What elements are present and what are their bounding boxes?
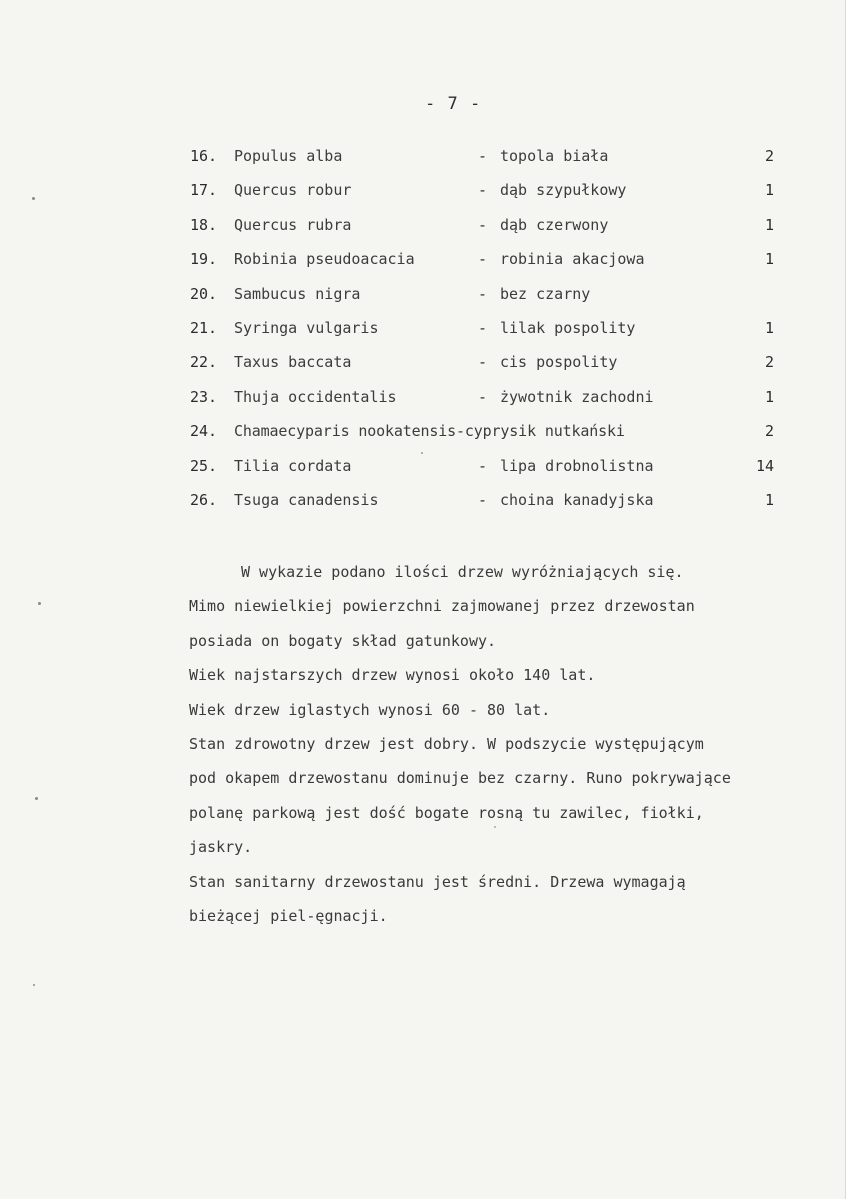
list-item bbox=[190, 317, 790, 351]
tree-count: 1 bbox=[764, 387, 774, 406]
species-list bbox=[190, 145, 790, 523]
paper-speck bbox=[33, 984, 35, 986]
tree-count: 1 bbox=[764, 181, 774, 200]
text-line: W wykazie podano ilości drzew wyróżniających się. bbox=[241, 563, 684, 581]
separator-dash: - bbox=[478, 318, 488, 337]
separator-dash: - bbox=[478, 250, 488, 269]
list-item bbox=[190, 248, 790, 282]
item-number: 17. bbox=[190, 181, 218, 200]
polish-name: choina kanadyjska bbox=[500, 490, 654, 509]
item-number: 23. bbox=[190, 387, 218, 406]
paper-speck bbox=[35, 797, 38, 800]
item-number: 25. bbox=[190, 456, 218, 475]
page-number: - 7 - bbox=[425, 94, 482, 114]
latin-name: Populus alba bbox=[234, 147, 343, 165]
description-paragraph bbox=[189, 555, 731, 933]
separator-dash: - bbox=[478, 490, 488, 509]
latin-name: Taxus baccata bbox=[234, 353, 352, 372]
polish-name: cis pospolity bbox=[500, 353, 618, 372]
polish-name: robinia akacjowa bbox=[500, 250, 645, 269]
item-number: 26. bbox=[190, 490, 218, 509]
text-line: Stan zdrowotny drzew jest dobry. W podszycie występującym bbox=[189, 734, 704, 753]
list-item bbox=[190, 179, 790, 213]
tree-count: 2 bbox=[764, 353, 774, 372]
item-number: 18. bbox=[190, 215, 218, 234]
list-item bbox=[190, 283, 790, 317]
separator-dash: - bbox=[478, 353, 488, 372]
latin-name: Syringa vulgaris bbox=[234, 318, 379, 337]
tree-count: 1 bbox=[764, 490, 774, 509]
polish-name: topola biała bbox=[500, 147, 609, 165]
text-line: Wiek najstarszych drzew wynosi około 140 lat. bbox=[189, 666, 596, 685]
latin-name: Tsuga canadensis bbox=[234, 490, 379, 509]
polish-name: lipa drobnolistna bbox=[500, 456, 654, 475]
polish-name: dąb szypułkowy bbox=[500, 181, 627, 200]
text-line: Wiek drzew iglastych wynosi 60 - 80 lat. bbox=[189, 700, 551, 719]
text-line: pod okapem drzewostanu dominuje bez czarny. Runo pokrywające bbox=[189, 769, 731, 788]
list-item bbox=[190, 420, 790, 454]
item-number: 19. bbox=[190, 250, 218, 269]
latin-name: Robinia pseudoacacia bbox=[234, 250, 415, 269]
separator-dash: - bbox=[478, 284, 488, 303]
tree-count: 2 bbox=[764, 147, 774, 165]
polish-name: dąb czerwony bbox=[500, 215, 609, 234]
text-line: bieżącej piel-ęgnacji. bbox=[189, 906, 388, 925]
item-number: 20. bbox=[190, 284, 218, 303]
separator-dash: - bbox=[478, 387, 488, 406]
separator-dash: - bbox=[478, 456, 488, 475]
tree-count: 2 bbox=[764, 422, 774, 441]
list-item bbox=[190, 455, 790, 489]
text-line: Stan sanitarny drzewostanu jest średni. Drzewa wymagają bbox=[189, 872, 686, 891]
text-line: jaskry. bbox=[189, 838, 253, 857]
list-item bbox=[190, 214, 790, 248]
text-line: Mimo niewielkiej powierzchni zajmowanej przez drzewostan bbox=[189, 597, 695, 616]
item-number: 24. bbox=[190, 422, 218, 441]
tree-count: 14 bbox=[755, 456, 774, 475]
list-item bbox=[190, 145, 790, 179]
list-item bbox=[190, 386, 790, 420]
latin-name: Quercus robur bbox=[234, 181, 352, 200]
latin-name: Thuja occidentalis bbox=[234, 387, 397, 406]
tree-count: 1 bbox=[764, 250, 774, 269]
polish-name: bez czarny bbox=[500, 284, 591, 303]
separator-dash: - bbox=[478, 147, 488, 165]
text-line: polanę parkową jest dość bogate rosną tu zawilec, fiołki, bbox=[189, 803, 704, 822]
text-line: posiada on bogaty skład gatunkowy. bbox=[189, 631, 497, 650]
paper-speck bbox=[421, 452, 423, 454]
item-number: 16. bbox=[190, 147, 218, 165]
item-number: 22. bbox=[190, 353, 218, 372]
latin-name: Quercus rubra bbox=[234, 215, 352, 234]
tree-count: 1 bbox=[764, 318, 774, 337]
latin-name: Chamaecyparis nookatensis-cyprysik nutkański bbox=[234, 422, 625, 441]
item-number: 21. bbox=[190, 318, 218, 337]
tree-count: 1 bbox=[764, 215, 774, 234]
latin-name: Tilia cordata bbox=[234, 456, 352, 475]
polish-name: żywotnik zachodni bbox=[500, 387, 654, 406]
list-item bbox=[190, 489, 790, 523]
list-item bbox=[190, 351, 790, 385]
latin-name: Sambucus nigra bbox=[234, 284, 361, 303]
separator-dash: - bbox=[478, 215, 488, 234]
paper-speck bbox=[32, 197, 35, 200]
paper-speck bbox=[38, 602, 41, 605]
polish-name: lilak pospolity bbox=[500, 318, 636, 337]
paper-speck bbox=[494, 826, 496, 828]
separator-dash: - bbox=[478, 181, 488, 200]
